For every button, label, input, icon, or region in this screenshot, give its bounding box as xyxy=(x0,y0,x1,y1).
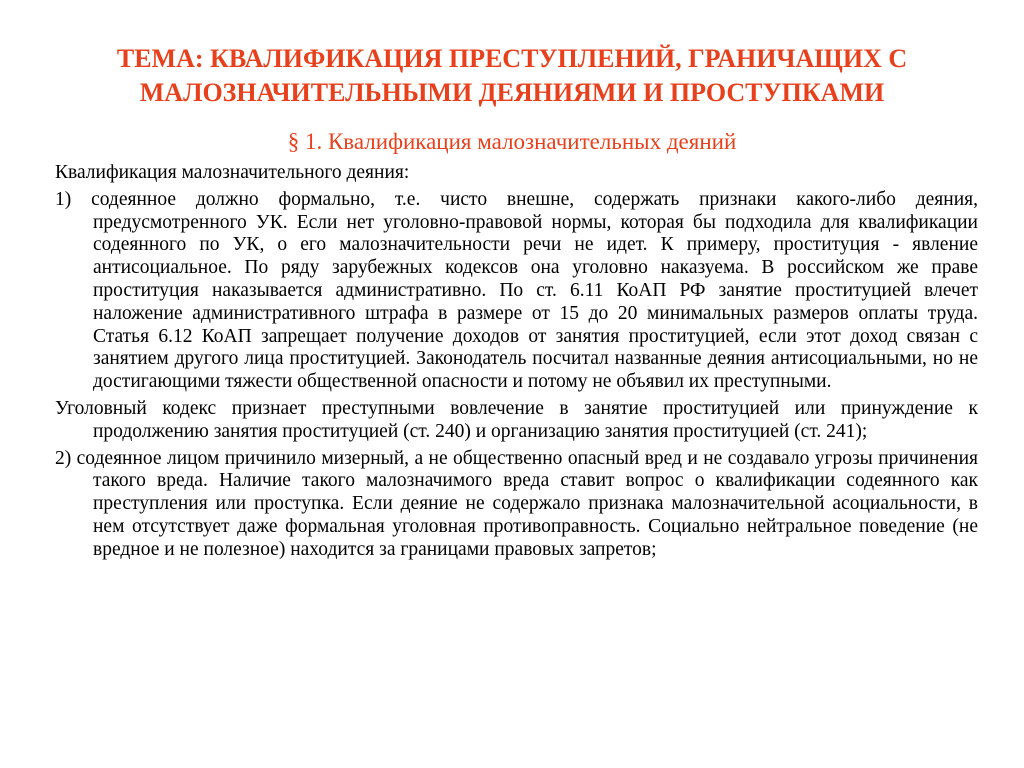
intro-paragraph: Квалификация малозначительного деяния: xyxy=(55,162,410,183)
paragraph-criminal-code: Уголовный кодекс признает преступными вовлечение в занятие проституцией или принуждение к продолжению занятия проституцией (ст. 240) и организацию занятия проституцией (ст. 241); xyxy=(55,397,978,442)
slide-title: ТЕМА: КВАЛИФИКАЦИЯ ПРЕСТУПЛЕНИЙ, ГРАНИЧАЩИХ С МАЛОЗНАЧИТЕЛЬНЫМИ ДЕЯНИЯМИ И ПРОСТУПКАМИ xyxy=(116,44,908,107)
paragraph-item-1: 1) содеянное должно формально, т.е. чисто внешне, содержать признаки какого-либо деяния, предусмотренного УК. Если нет уголовно-правовой нормы, которая бы подходила для квалификации содеянного по УК, о его малозначительности речи не идет. К примеру, проституция - явление антисоциальное. По ряду зарубежных кодексов она уголовно наказуема. В российском же праве проституция наказывается административно. По ст. 6.11 КоАП РФ занятие проституцией влечет наложение административного штрафа в размере от 15 до 20 минимальных размеров оплаты труда. Статья 6.12 КоАП запрещает получение доходов от занятия проституцией, если этот доход связан с занятием другого лица проституцией. Законодатель посчитал названные деяния антисоциальными, но не достигающими тяжести общественной опасности и потому не объявил их преступными. xyxy=(55,188,978,393)
slide-body xyxy=(55,162,978,566)
section-heading: § 1. Квалификация малозначительных деяний xyxy=(287,129,737,154)
paragraph-item-2: 2) содеянное лицом причинило мизерный, а не общественно опасный вред и не создавало угрозы причинения такого вреда. Наличие такого малозначимого вреда ставит вопрос о квалификации содеянного как преступления или проступка. Если деяние не содержало признака малозначительной асоциальности, в нем отсутствует даже формальная уголовная противоправность. Социально нейтральное поведение (не вредное и не полезное) находится за границами правовых запретов; xyxy=(55,447,978,560)
